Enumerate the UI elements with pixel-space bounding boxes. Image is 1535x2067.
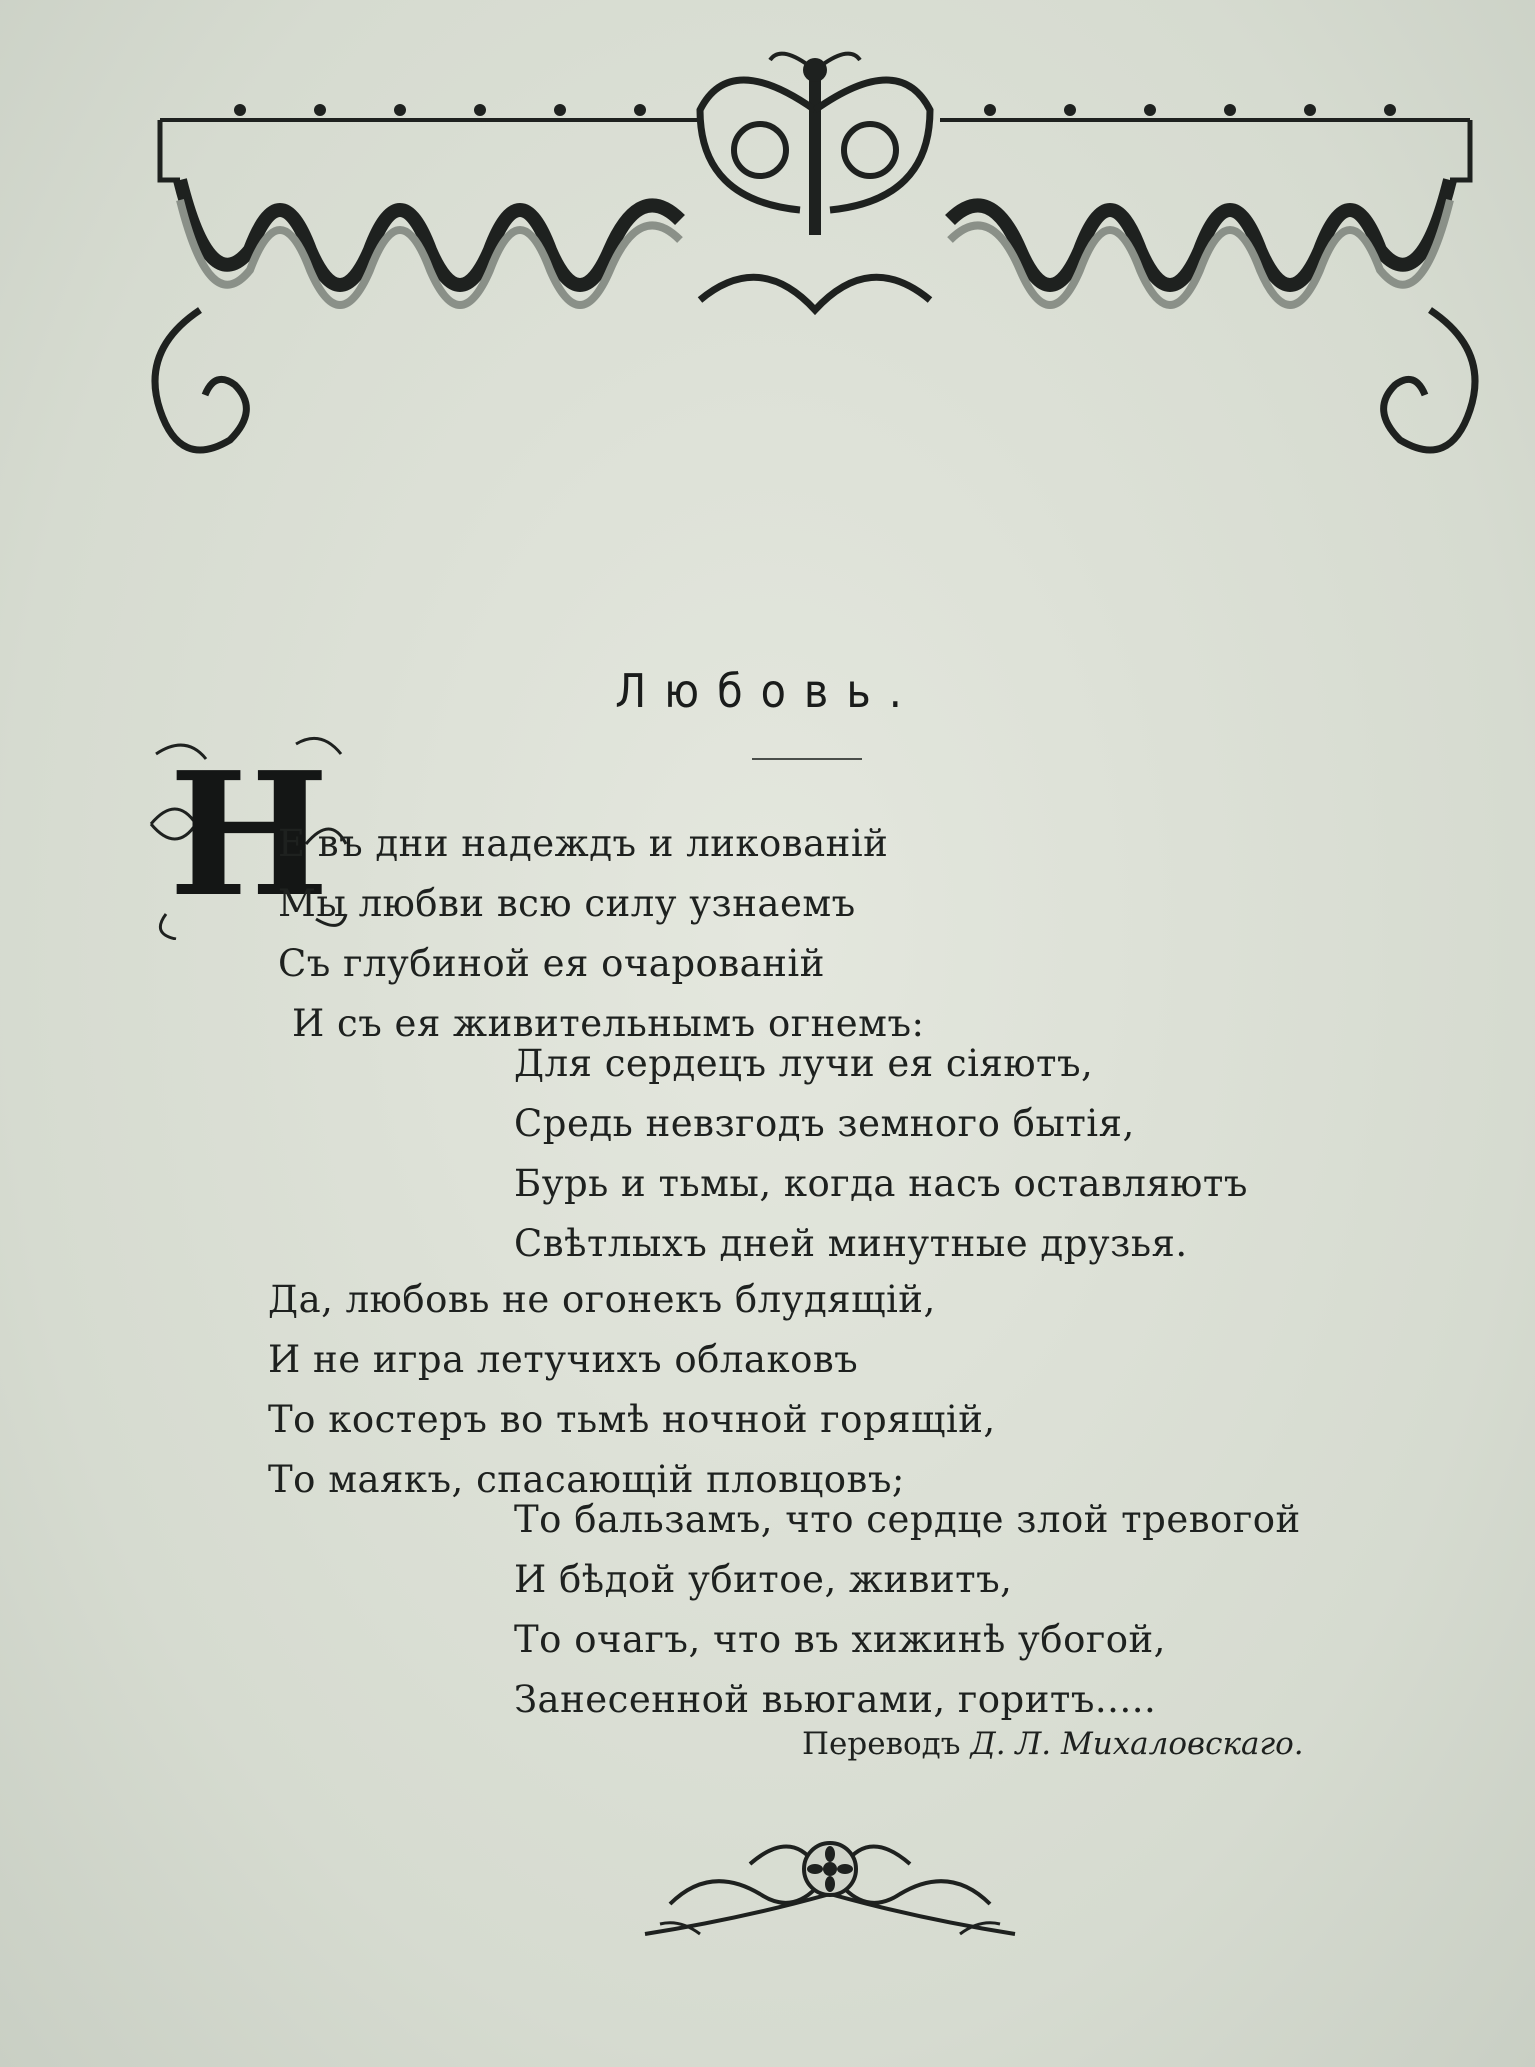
stanza-2	[514, 1034, 1248, 1274]
ribbon-tailpiece-icon	[640, 1824, 1020, 1954]
stanza-line: Занесенной вьюгами, горитъ.....	[514, 1678, 1157, 1721]
poem-title: Любовь.	[615, 664, 920, 718]
credit-prefix: Переводъ	[802, 1726, 961, 1762]
stanza-line: Для сердецъ лучи ея сіяютъ,	[514, 1042, 1094, 1085]
stanza-line: То костеръ во тьмѣ ночной горящій,	[268, 1398, 996, 1441]
stanza-line: Да, любовь не огонекъ блудящій,	[268, 1278, 936, 1321]
stanza-line: И не игра летучихъ облаковъ	[268, 1338, 859, 1381]
stanza-line: Бурь и тьмы, когда насъ оставляютъ	[514, 1162, 1248, 1205]
stanza-line: То очагъ, что въ хижинѣ убогой,	[514, 1618, 1166, 1661]
headpiece-ornament-icon	[140, 50, 1495, 490]
stanza-line: То маякъ, спасающій пловцовъ;	[268, 1458, 905, 1501]
credit-author: Д. Л. Михаловскаго.	[970, 1726, 1304, 1762]
stanza-line: Мы любви всю силу узнаемъ	[278, 882, 856, 925]
title-divider	[752, 758, 862, 760]
stanza-line: Съ глубиной ея очарованій	[278, 942, 825, 985]
translator-credit	[802, 1726, 1304, 1762]
stanza-line: То бальзамъ, что сердце злой тревогой	[514, 1498, 1301, 1541]
stanza-line: И съ ея живительнымъ огнемъ:	[292, 1002, 925, 1045]
stanza-line: Е въ дни надеждъ и ликованій	[278, 822, 889, 865]
dropcap-letter: Н	[168, 735, 330, 935]
stanza-line: Свѣтлыхъ дней минутные друзья.	[514, 1222, 1188, 1265]
stanza-line: Средь невзгодъ земного бытія,	[514, 1102, 1135, 1145]
stanza-1	[278, 814, 924, 1054]
stanza-line: И бѣдой убитое, живитъ,	[514, 1558, 1013, 1601]
stanza-3	[268, 1270, 996, 1510]
stanza-4	[514, 1490, 1301, 1730]
